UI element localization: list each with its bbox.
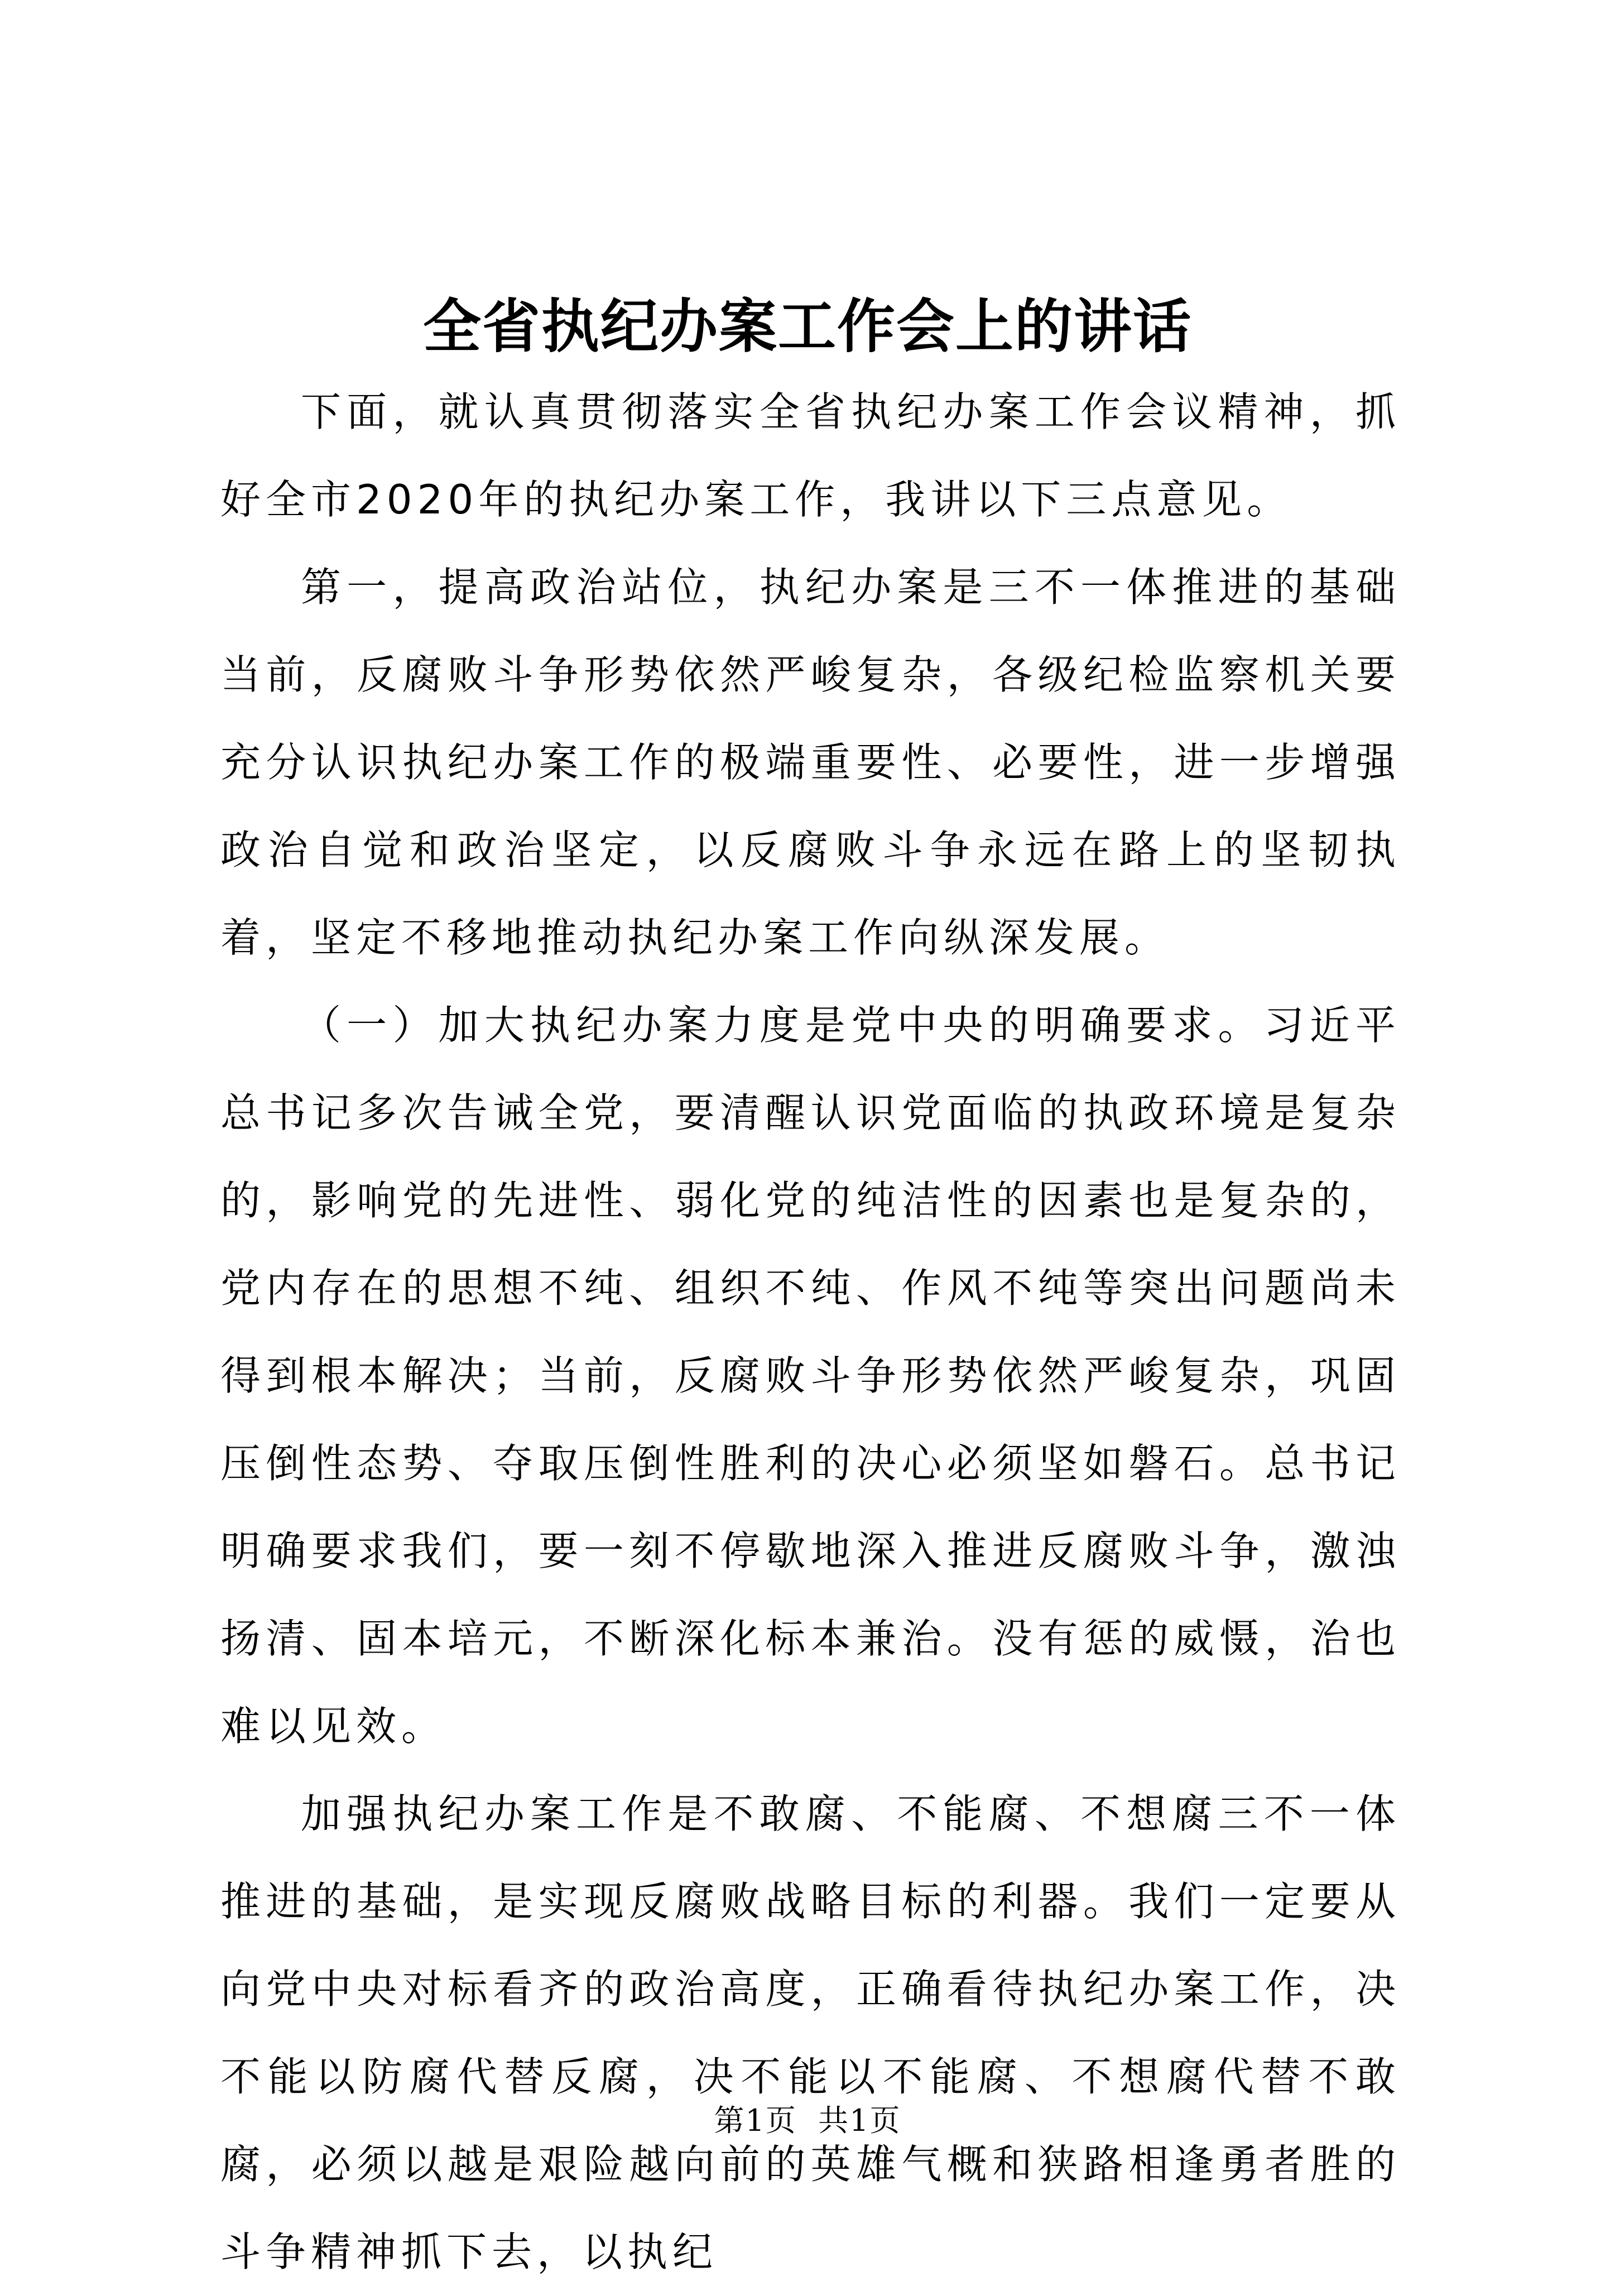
paragraph-strengthen: 加强执纪办案工作是不敢腐、不能腐、不想腐三不一体推进的基础，是实现反腐败战略目标的利器。我们一定要从向党中央对标看齐的政治高度，正确看待执纪办案工作，决不能以防腐代替反腐，决不能以不能腐、不想腐代替不敢腐，必须以越是艰险越向前的英雄气概和狭路相逢勇者胜的斗争精神抓下去，以执纪 (220, 1790, 1401, 2275)
paragraph-point-one: 第一，提高政治站位，执纪办案是三不一体推进的基础当前，反腐败斗争形势依然严峻复杂，各级纪检监察机关要充分认识执纪办案工作的极端重要性、必要性，进一步增强政治自觉和政治坚定，以反腐败斗争永远在路上的坚韧执着，坚定不移地推动执纪办案工作向纵深发展。 (220, 564, 1401, 961)
document-body (220, 368, 1401, 2296)
document-title: 全省执纪办案工作会上的讲话 (422, 292, 1192, 361)
page-footer (0, 2098, 1615, 2143)
paragraph-subpoint-one: （一）加大执纪办案力度是党中央的明确要求。习近平总书记多次告诫全党，要清醒认识党面临的执政环境是复杂的，影响党的先进性、弱化党的纯洁性的因素也是复杂的，党内存在的思想不纯、组织不纯、作风不纯等突出问题尚未得到根本解决；当前，反腐败斗争形势依然严峻复杂，巩固压倒性态势、夺取压倒性胜利的决心必须坚如磐石。总书记明确要求我们，要一刻不停歇地深入推进反腐败斗争，激浊扬清、固本培元，不断深化标本兼治。没有惩的威慑，治也难以见效。 (220, 1002, 1401, 1750)
paragraph-intro: 下面，就认真贯彻落实全省执纪办案工作会议精神，抓好全市2020年的执纪办案工作，我讲以下三点意见。 (220, 388, 1401, 523)
page-number-label: 第1页 共1页 (714, 2103, 901, 2138)
